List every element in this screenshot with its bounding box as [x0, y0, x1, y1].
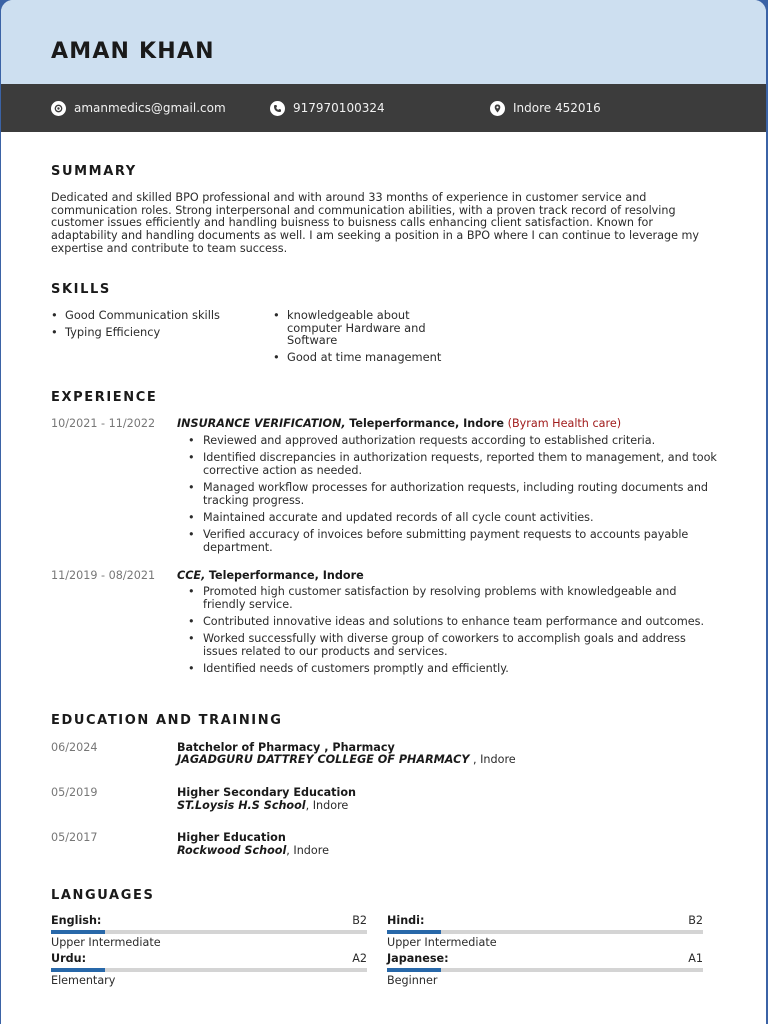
- job-heading: [177, 417, 621, 430]
- job-company: Teleperformance, Indore: [349, 417, 505, 430]
- job-client-note: (Byram Health care): [507, 417, 622, 430]
- skill-item: • Typing Efficiency: [51, 326, 251, 339]
- education-degree: Higher Secondary Education: [177, 786, 356, 799]
- job-bullet: • Identified discrepancies in authorization requests, reported them to management, and took corrective action as needed.: [177, 452, 717, 477]
- education-school-line: [177, 799, 348, 812]
- skill-item: • Good Communication skills: [51, 309, 251, 322]
- skill-item: • knowledgeable about computer Hardware and Software: [273, 309, 453, 347]
- education-school-line: [177, 753, 516, 766]
- contact-email[interactable]: [51, 99, 226, 117]
- language-level-fill: [51, 968, 105, 972]
- education-degree: Batchelor of Pharmacy , Pharmacy: [177, 741, 395, 754]
- skills-list-left: [51, 309, 251, 342]
- language-item: [387, 952, 703, 987]
- language-name: English:: [51, 914, 102, 927]
- job-bullet: • Maintained accurate and updated records of all cycle count activities.: [177, 512, 717, 525]
- job-dates: 11/2019 - 08/2021: [51, 569, 156, 582]
- education-school: Rockwood School: [177, 844, 287, 857]
- job-bullet: • Managed workflow processes for authorization requests, including routing documents and tracking progress.: [177, 482, 717, 507]
- language-level: B2: [688, 914, 703, 927]
- education-location: , Indore: [469, 753, 516, 766]
- contact-bar: [1, 84, 766, 132]
- language-level-bar: [51, 930, 367, 934]
- email-icon: [51, 101, 66, 116]
- language-level: B2: [352, 914, 367, 927]
- job-heading: [177, 569, 364, 582]
- education-school-line: [177, 844, 329, 857]
- email-text: amanmedics@gmail.com: [74, 101, 226, 115]
- skills-list-right: [273, 309, 453, 368]
- language-level-bar: [51, 968, 367, 972]
- language-level-fill: [387, 930, 441, 934]
- education-date: 05/2017: [51, 831, 98, 844]
- education-school: ST.Loysis H.S School: [177, 799, 306, 812]
- language-description: Beginner: [387, 974, 438, 987]
- job-title: INSURANCE VERIFICATION,: [177, 417, 346, 430]
- education-school: JAGADGURU DATTREY COLLEGE OF PHARMACY: [177, 753, 470, 766]
- education-date: 05/2019: [51, 786, 98, 799]
- contact-location: [490, 99, 601, 117]
- contact-phone[interactable]: [270, 99, 385, 117]
- job-bullet: • Contributed innovative ideas and solutions to enhance team performance and outcomes.: [177, 616, 717, 629]
- job-bullets: [177, 435, 717, 559]
- job-bullets: [177, 586, 717, 680]
- language-item: [51, 952, 367, 987]
- summary-heading: SUMMARY: [51, 164, 137, 179]
- location-text: Indore 452016: [513, 101, 601, 115]
- experience-heading: EXPERIENCE: [51, 390, 158, 405]
- job-bullet: • Worked successfully with diverse group of coworkers to accomplish goals and address issues related to our products and services.: [177, 633, 717, 658]
- language-name: Japanese:: [387, 952, 449, 965]
- language-level-fill: [387, 968, 441, 972]
- education-location: , Indore: [286, 844, 329, 857]
- candidate-name: AMAN KHAN: [51, 39, 215, 64]
- language-level: A1: [688, 952, 703, 965]
- job-bullet: • Promoted high customer satisfaction by resolving problems with knowledgeable and friendly service.: [177, 586, 717, 611]
- location-pin-icon: [490, 101, 505, 116]
- job-bullet: • Verified accuracy of invoices before submitting payment requests to accounts payable department.: [177, 529, 717, 554]
- job-company: Teleperformance, Indore: [208, 569, 364, 582]
- resume-header: [1, 0, 766, 84]
- language-level-fill: [51, 930, 105, 934]
- job-title: CCE,: [177, 569, 206, 582]
- language-item: [51, 914, 367, 949]
- education-heading: EDUCATION AND TRAINING: [51, 713, 283, 728]
- resume-page: [1, 0, 766, 1024]
- language-name: Urdu:: [51, 952, 87, 965]
- education-date: 06/2024: [51, 741, 98, 754]
- language-level: A2: [352, 952, 367, 965]
- education-location: , Indore: [305, 799, 349, 812]
- education-degree: Higher Education: [177, 831, 286, 844]
- job-dates: 10/2021 - 11/2022: [51, 417, 156, 430]
- skills-heading: SKILLS: [51, 282, 111, 297]
- language-level-bar: [387, 968, 703, 972]
- summary-text: Dedicated and skilled BPO professional and with around 33 months of experience in customer service and communication roles. Strong interpersonal and communication abilities, with a proven track record of resolving customer issues efficiently and handling buisness to buisness calls enhancing client satisfaction. Known for adaptability and handling documents as well. I am seeking a position in a BPO where I can continue to leverage my expertise and contribute to team success.: [51, 191, 700, 255]
- language-level-bar: [387, 930, 703, 934]
- language-description: Upper Intermediate: [387, 936, 497, 949]
- language-name: Hindi:: [387, 914, 425, 927]
- skill-item: • Good at time management: [273, 351, 453, 364]
- language-item: [387, 914, 703, 949]
- phone-icon: [270, 101, 285, 116]
- job-bullet: • Identified needs of customers promptly and efficiently.: [177, 663, 717, 676]
- languages-heading: LANGUAGES: [51, 888, 155, 903]
- phone-text: 917970100324: [293, 101, 385, 115]
- language-description: Upper Intermediate: [51, 936, 161, 949]
- language-description: Elementary: [51, 974, 116, 987]
- job-bullet: • Reviewed and approved authorization requests according to established criteria.: [177, 435, 717, 448]
